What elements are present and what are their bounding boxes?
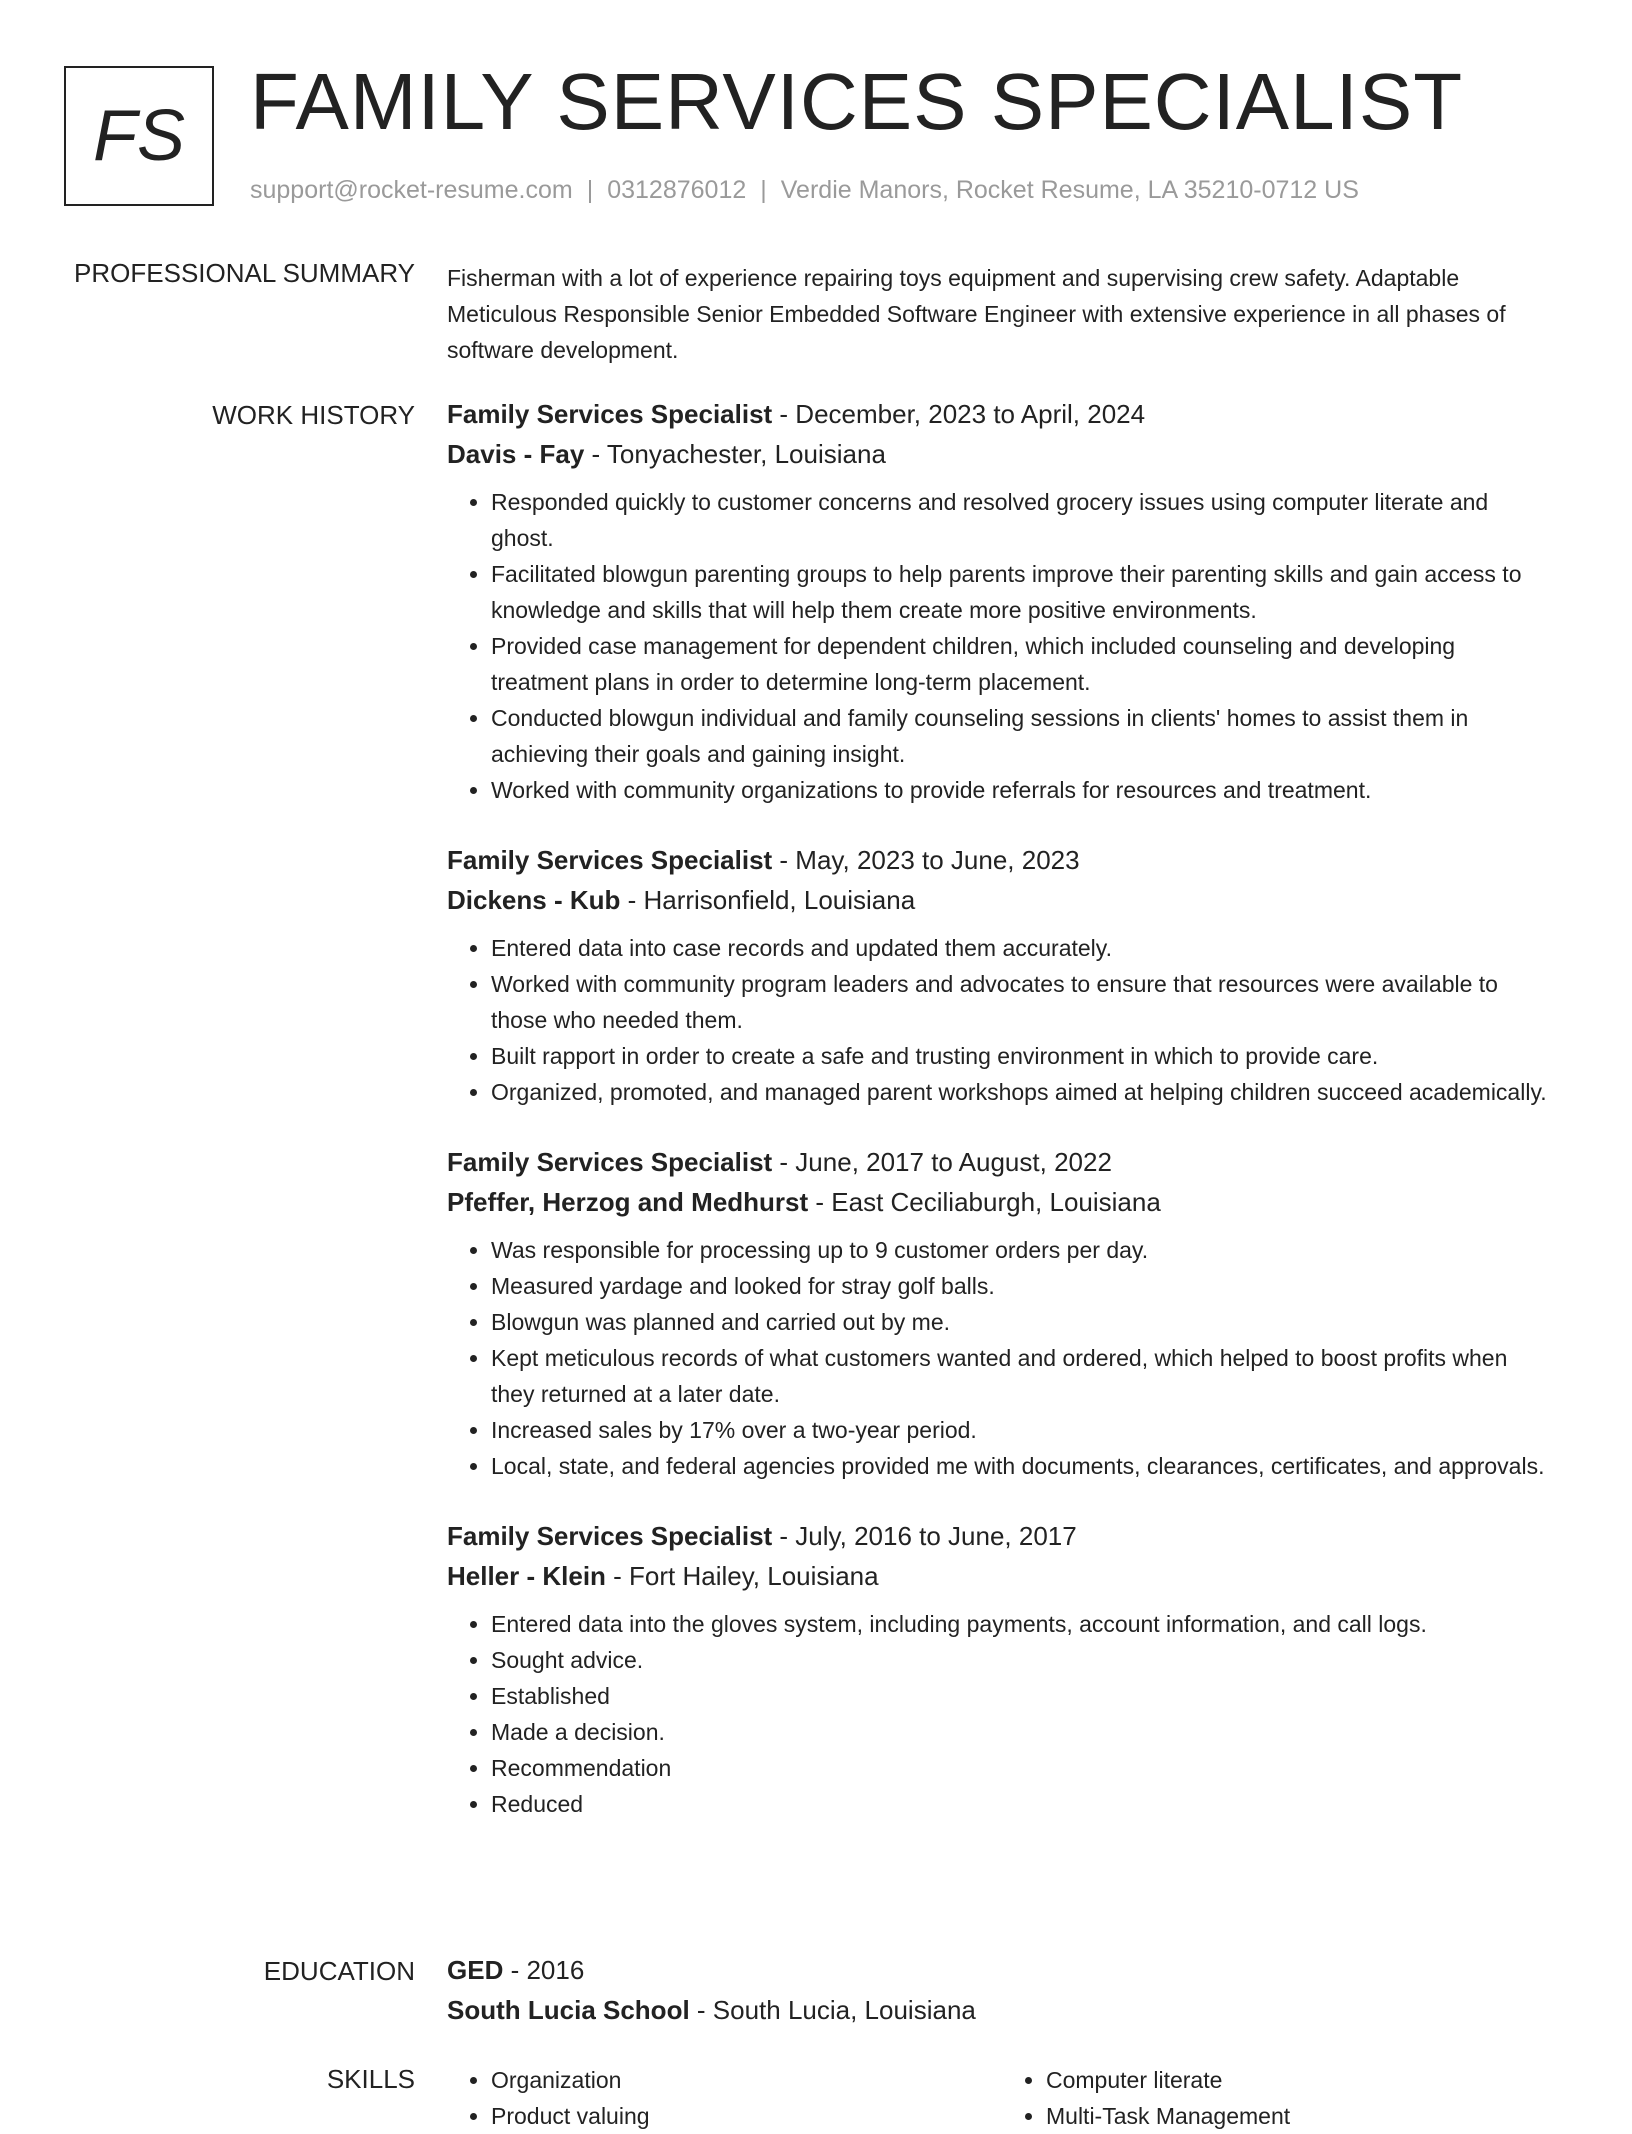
job-bullet: • Built rapport in order to create a safe and trusting environment in which to provide care. — [491, 1038, 1557, 1074]
contact-line — [250, 176, 1359, 205]
job-dates: - July, 2016 to June, 2017 — [772, 1521, 1077, 1551]
job-title: Family Services Specialist — [447, 1521, 773, 1551]
job-title-line — [447, 1142, 1557, 1182]
job-location: - Tonyachester, Louisiana — [584, 439, 886, 469]
job-location: - Fort Hailey, Louisiana — [605, 1561, 879, 1591]
summary-label: PROFESSIONAL SUMMARY — [74, 258, 415, 288]
job-bullets — [447, 484, 1557, 808]
education-location: - South Lucia, Louisiana — [689, 1995, 976, 2025]
work-history-body — [447, 394, 1557, 1854]
education-degree: GED — [447, 1955, 504, 1985]
job-bullet: • Entered data into case records and updated them accurately. — [491, 930, 1557, 966]
contact-phone[interactable]: 0312876012 — [607, 176, 747, 204]
job-title-line — [447, 840, 1557, 880]
job-bullet: • Local, state, and federal agencies provided me with documents, clearances, certificates, and approvals. — [491, 1448, 1557, 1484]
job-bullet: • Reduced — [491, 1786, 1557, 1822]
job-bullet: • Blowgun was planned and carried out by me. — [491, 1304, 1557, 1340]
skill-item: • Product valuing — [491, 2098, 1002, 2134]
contact-address: Verdie Manors, Rocket Resume, LA 35210-0712 US — [780, 176, 1359, 204]
job-bullet: • Sought advice. — [491, 1642, 1557, 1678]
job-bullet: • Established — [491, 1678, 1557, 1714]
job-company: Dickens - Kub — [447, 885, 621, 915]
job-bullets — [447, 930, 1557, 1110]
skill-item: • Computer literate — [1046, 2062, 1557, 2098]
job-company: Heller - Klein — [447, 1561, 606, 1591]
job-bullet: • Measured yardage and looked for stray golf balls. — [491, 1268, 1557, 1304]
skills-columns — [447, 2062, 1557, 2134]
job-bullet: • Worked with community organizations to provide referrals for resources and treatment. — [491, 772, 1557, 808]
job-bullet: • Made a decision. — [491, 1714, 1557, 1750]
job-bullet: • Provided case management for dependent children, which included counseling and developing treatment plans in order to determine long-term placement. — [491, 628, 1557, 700]
job-entry — [447, 394, 1557, 808]
education-year: - 2016 — [503, 1955, 585, 1985]
contact-email[interactable]: support@rocket-resume.com — [250, 176, 573, 204]
job-dates: - December, 2023 to April, 2024 — [772, 399, 1146, 429]
job-bullet: • Increased sales by 17% over a two-year period. — [491, 1412, 1557, 1448]
job-title-line — [447, 394, 1557, 434]
job-bullet: • Conducted blowgun individual and family counseling sessions in clients' homes to assist them in achieving their goals and gaining insight. — [491, 700, 1557, 772]
job-title: Family Services Specialist — [447, 845, 773, 875]
job-bullets — [447, 1606, 1557, 1822]
skills-list-right — [1002, 2062, 1557, 2134]
education-label: EDUCATION — [263, 1956, 415, 1986]
monogram-logo — [64, 66, 214, 206]
job-company-line — [447, 1556, 1557, 1596]
education-degree-line — [447, 1950, 1557, 1990]
job-bullet: • Worked with community program leaders and advocates to ensure that resources were available to those who needed them. — [491, 966, 1557, 1038]
job-title: Family Services Specialist — [447, 1147, 773, 1177]
education-body — [447, 1950, 1557, 2030]
education-school-line — [447, 1990, 1557, 2030]
contact-separator: | — [760, 176, 767, 204]
job-bullet: • Recommendation — [491, 1750, 1557, 1786]
job-bullet: • Entered data into the gloves system, including payments, account information, and call logs. — [491, 1606, 1557, 1642]
job-bullet: • Responded quickly to customer concerns and resolved grocery issues using computer literate and ghost. — [491, 484, 1557, 556]
job-dates: - May, 2023 to June, 2023 — [772, 845, 1080, 875]
skills-body — [447, 2062, 1557, 2134]
job-bullet: • Facilitated blowgun parenting groups to help parents improve their parenting skills and gain access to knowledge and skills that will help them create more positive environments. — [491, 556, 1557, 628]
job-company-line — [447, 880, 1557, 920]
job-bullet: • Was responsible for processing up to 9 customer orders per day. — [491, 1232, 1557, 1268]
job-bullet: • Organized, promoted, and managed parent workshops aimed at helping children succeed academically. — [491, 1074, 1557, 1110]
summary-text: Fisherman with a lot of experience repairing toys equipment and supervising crew safety. Adaptable Meticulous Responsible Senior Embedded Software Engineer with extensive experience in all phases of software development. — [447, 265, 1506, 363]
job-dates: - June, 2017 to August, 2022 — [772, 1147, 1112, 1177]
skills-list-left — [447, 2062, 1002, 2134]
job-entry — [447, 840, 1557, 1110]
skills-label: SKILLS — [326, 2064, 415, 2094]
job-bullets — [447, 1232, 1557, 1484]
job-company: Pfeffer, Herzog and Medhurst — [447, 1187, 809, 1217]
monogram-text: FS — [92, 96, 185, 176]
contact-separator: | — [586, 176, 594, 204]
job-company-line — [447, 434, 1557, 474]
skill-item: • Organization — [491, 2062, 1002, 2098]
job-entry — [447, 1516, 1557, 1822]
job-title-line — [447, 1516, 1557, 1556]
job-company-line — [447, 1182, 1557, 1222]
job-location: - Harrisonfield, Louisiana — [620, 885, 916, 915]
work-history-label: WORK HISTORY — [212, 400, 415, 430]
job-location: - East Ceciliaburgh, Louisiana — [808, 1187, 1161, 1217]
job-title: Family Services Specialist — [447, 399, 773, 429]
skill-item: • Multi-Task Management — [1046, 2098, 1557, 2134]
job-bullet: • Kept meticulous records of what customers wanted and ordered, which helped to boost profits when they returned at a later date. — [491, 1340, 1557, 1412]
job-entry — [447, 1142, 1557, 1484]
education-school: South Lucia School — [447, 1995, 690, 2025]
job-company: Davis - Fay — [447, 439, 585, 469]
resume-title: FAMILY SERVICES SPECIALIST — [250, 57, 1464, 146]
